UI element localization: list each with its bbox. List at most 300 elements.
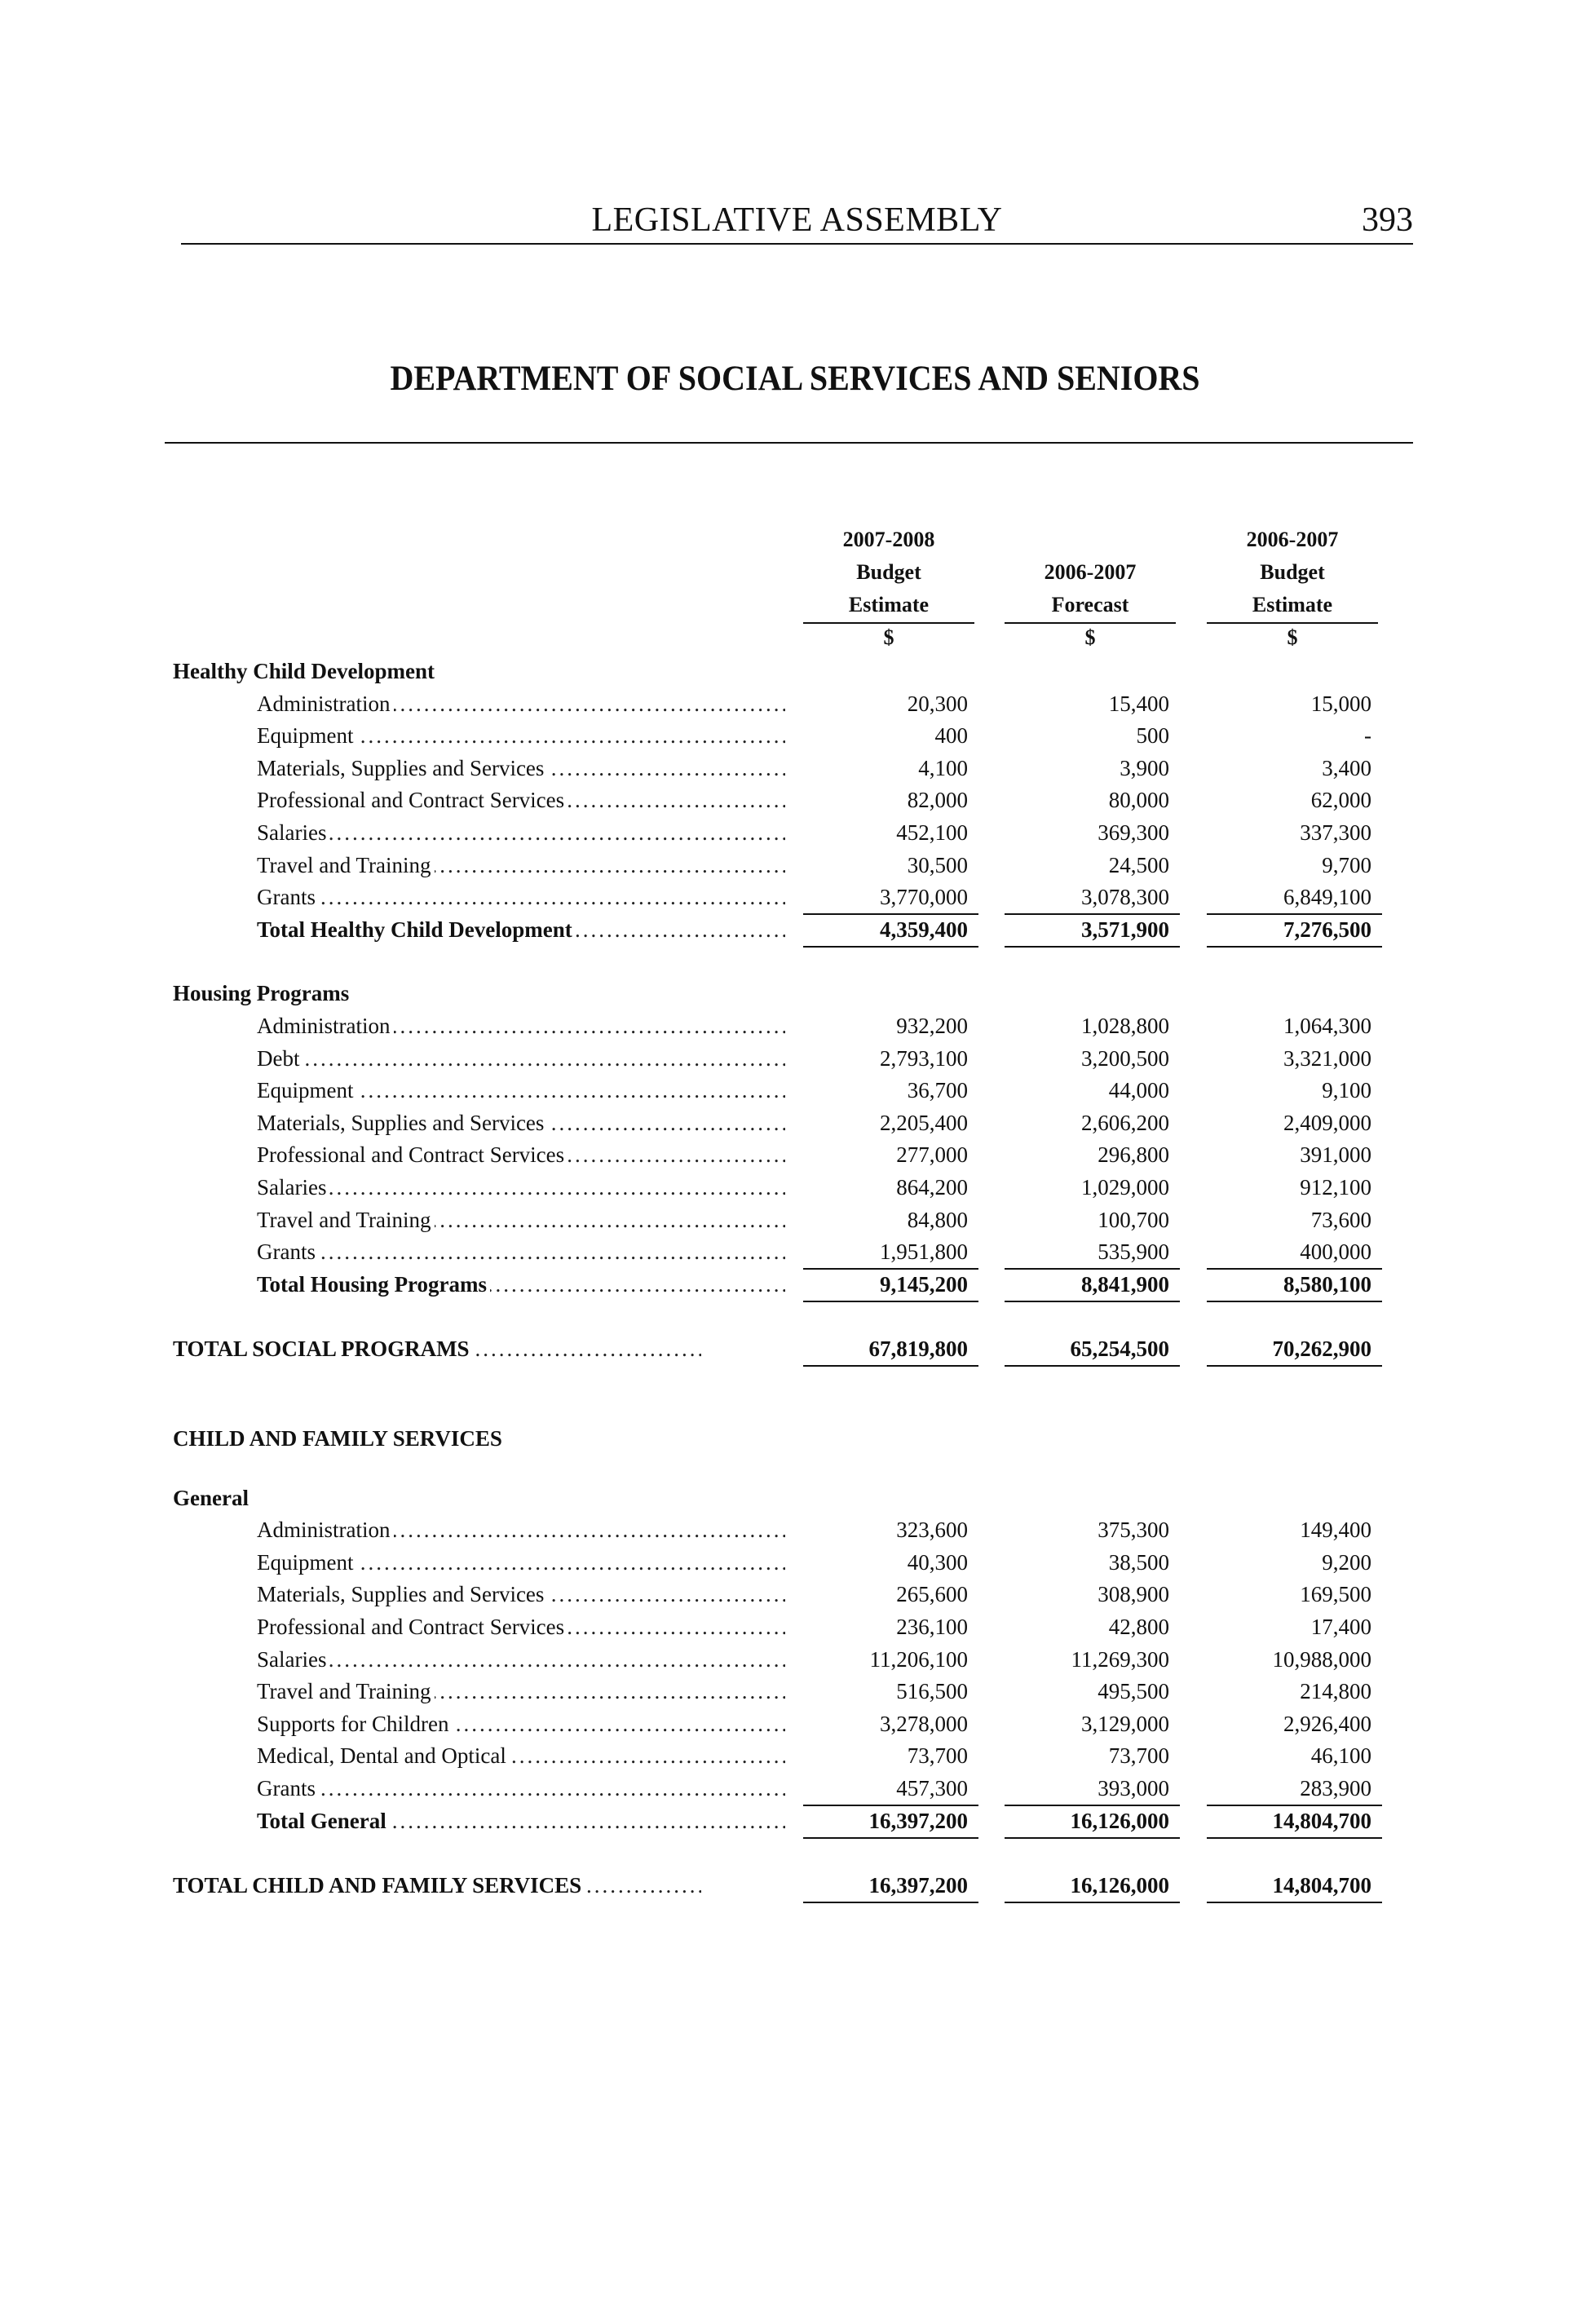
cell-value [1005, 1138, 1176, 1171]
cell-value-text: 495,500 [1098, 1679, 1169, 1703]
cell-value-text: 3,200,500 [1081, 1046, 1169, 1071]
row-label-text: Total Healthy Child Development [257, 917, 576, 942]
row-label [257, 1138, 785, 1171]
cell-value-text: 3,400 [1322, 756, 1371, 780]
cell-value [803, 1772, 974, 1805]
cell-value-text: 38,500 [1108, 1550, 1169, 1575]
cell-value [1207, 1138, 1378, 1171]
row-label [257, 1675, 785, 1708]
page-number: 393 [1362, 201, 1413, 239]
total-rule [1207, 946, 1382, 948]
cell-value-text: 452,100 [896, 820, 968, 845]
row-label [257, 1513, 785, 1546]
cell-value [803, 1107, 974, 1139]
row-label-text: Medical, Dental and Optical [257, 1743, 510, 1768]
cell-value-text: 3,321,000 [1283, 1046, 1371, 1071]
cell-value-text: 391,000 [1300, 1142, 1371, 1167]
row-label-text: Healthy Child Development [173, 659, 438, 683]
cell-value-text: 323,600 [896, 1518, 968, 1542]
table-row [0, 1138, 1590, 1171]
row-label [257, 752, 785, 784]
cell-value-text: 14,804,700 [1272, 1809, 1371, 1833]
cell-value-text: 500 [1136, 723, 1169, 748]
cell-value-text: 3,078,300 [1081, 885, 1169, 909]
section-row [0, 1482, 1590, 1514]
row-label-text: Salaries [257, 1175, 329, 1200]
cell-value-text: 10,988,000 [1272, 1647, 1371, 1672]
cell-value [1207, 913, 1378, 946]
cell-value [803, 1204, 974, 1236]
cell-value [803, 1268, 974, 1301]
table-row [0, 1171, 1590, 1204]
cell-value-text: 1,028,800 [1081, 1014, 1169, 1038]
cell-value [803, 1610, 974, 1643]
row-label [257, 1546, 785, 1579]
total-rule [1207, 1301, 1382, 1302]
row-label [173, 1422, 701, 1455]
row-label [257, 1578, 785, 1610]
heading-row [0, 1422, 1590, 1455]
cell-value [1005, 1171, 1176, 1204]
total-rule [1005, 1301, 1180, 1302]
total-rule [803, 1837, 978, 1839]
cell-value-text: 149,400 [1300, 1518, 1371, 1542]
cell-value [1005, 1268, 1176, 1301]
cell-value [1005, 913, 1176, 946]
cell-value-text: 4,100 [918, 756, 968, 780]
cell-value-text: 9,145,200 [880, 1272, 968, 1297]
total-row [0, 1268, 1590, 1301]
table-row [0, 1010, 1590, 1042]
cell-value [1005, 1643, 1176, 1676]
cell-value-text: 4,359,400 [880, 917, 968, 942]
cell-value-text: 100,700 [1098, 1208, 1169, 1232]
cell-value [1005, 687, 1176, 720]
table-row [0, 1610, 1590, 1643]
column-header-line: 2006-2007 [1044, 560, 1137, 584]
cell-value [803, 1675, 974, 1708]
cell-value [1207, 719, 1378, 752]
cell-value-text: 457,300 [896, 1776, 968, 1800]
cell-value [1207, 1643, 1378, 1676]
cell-value [803, 1332, 974, 1365]
cell-value [1207, 1010, 1378, 1042]
column-header-line: Budget [1260, 560, 1325, 584]
row-label-text: Supports for Children [257, 1712, 453, 1736]
cell-value-text: 62,000 [1310, 788, 1371, 812]
table-row [0, 1235, 1590, 1268]
cell-value [803, 816, 974, 849]
cell-value [1207, 1772, 1378, 1805]
row-label-text: Housing Programs [173, 981, 352, 1005]
row-label-text: TOTAL SOCIAL PROGRAMS [173, 1337, 473, 1361]
subtotal-rule [1207, 913, 1382, 915]
subtotal-rule [1207, 1268, 1382, 1270]
row-label-text: Travel and Training [257, 853, 435, 877]
cell-value [1005, 881, 1176, 913]
title-rule [165, 442, 1413, 444]
cell-value-text: 82,000 [907, 788, 968, 812]
cell-value [1005, 752, 1176, 784]
cell-value-text: 400 [934, 723, 968, 748]
grand-row [0, 1332, 1590, 1365]
column-header-line: Forecast [1051, 593, 1129, 616]
cell-value [1005, 1675, 1176, 1708]
subtotal-rule [803, 1805, 978, 1806]
cell-value-text: 337,300 [1300, 820, 1371, 845]
subtotal-rule [1207, 1805, 1382, 1806]
cell-value-text: 3,770,000 [880, 885, 968, 909]
cell-value-text: 400,000 [1300, 1239, 1371, 1264]
row-label-text: General [173, 1486, 252, 1510]
cell-value-text: 2,205,400 [880, 1111, 968, 1135]
cell-value-text: 84,800 [907, 1208, 968, 1232]
row-label [257, 1268, 785, 1301]
cell-value [1207, 1739, 1378, 1772]
cell-value [1005, 1074, 1176, 1107]
row-label-text: Equipment [257, 1550, 356, 1575]
cell-value-text: 3,129,000 [1081, 1712, 1169, 1736]
cell-value [1207, 1235, 1378, 1268]
row-label [173, 1332, 701, 1365]
table-row [0, 1708, 1590, 1740]
cell-value [803, 1739, 974, 1772]
cell-value [1207, 1708, 1378, 1740]
column-header-line: Estimate [1252, 593, 1333, 616]
table-row [0, 1578, 1590, 1610]
cell-value [803, 687, 974, 720]
row-label [173, 1869, 701, 1902]
cell-value [1207, 752, 1378, 784]
table-row [0, 1042, 1590, 1075]
column-header-3 [1207, 524, 1378, 654]
cell-value-text: 265,600 [896, 1582, 968, 1606]
column-header-line: Budget [856, 560, 921, 584]
cell-value-text: - [1364, 723, 1371, 748]
cell-value [1005, 1610, 1176, 1643]
table-row [0, 1546, 1590, 1579]
row-label [257, 1772, 785, 1805]
cell-value-text: 1,029,000 [1081, 1175, 1169, 1200]
row-label [257, 1643, 785, 1676]
row-label-text: Grants [257, 1776, 319, 1800]
row-label-text: Administration [257, 1518, 394, 1542]
cell-value-text: 1,951,800 [880, 1239, 968, 1264]
cell-value [803, 784, 974, 816]
cell-value [803, 1578, 974, 1610]
row-label-text: CHILD AND FAMILY SERVICES [173, 1426, 506, 1451]
row-label-text: Total General [257, 1809, 390, 1833]
cell-value [803, 1171, 974, 1204]
cell-value-text: 40,300 [907, 1550, 968, 1575]
column-unit: $ [883, 625, 894, 649]
row-label [257, 1610, 785, 1643]
cell-value [1005, 849, 1176, 881]
cell-value [803, 881, 974, 913]
table-row [0, 1204, 1590, 1236]
cell-value-text: 73,700 [907, 1743, 968, 1768]
row-label [257, 849, 785, 881]
total-row [0, 1805, 1590, 1837]
cell-value-text: 30,500 [907, 853, 968, 877]
row-label-text: Grants [257, 1239, 319, 1264]
cell-value [1207, 1107, 1378, 1139]
cell-value-text: 7,276,500 [1283, 917, 1371, 942]
column-header-rule [803, 622, 974, 624]
cell-value [1005, 719, 1176, 752]
total-rule [1207, 1837, 1382, 1839]
cell-value-text: 3,571,900 [1081, 917, 1169, 942]
cell-value [803, 1708, 974, 1740]
row-label [257, 1074, 785, 1107]
cell-value-text: 932,200 [896, 1014, 968, 1038]
row-label-text: Travel and Training [257, 1679, 435, 1703]
cell-value [1005, 1805, 1176, 1837]
cell-value-text: 73,600 [1310, 1208, 1371, 1232]
row-label-text: Professional and Contract Services [257, 1615, 568, 1639]
cell-value-text: 296,800 [1098, 1142, 1169, 1167]
cell-value [1207, 881, 1378, 913]
cell-value-text: 2,926,400 [1283, 1712, 1371, 1736]
cell-value-text: 9,200 [1322, 1550, 1371, 1575]
cell-value [1207, 1675, 1378, 1708]
cell-value [803, 1074, 974, 1107]
total-row [0, 913, 1590, 946]
cell-value-text: 6,849,100 [1283, 885, 1371, 909]
row-label [173, 655, 701, 687]
total-rule [1005, 1902, 1180, 1903]
cell-value [1207, 1171, 1378, 1204]
cell-value-text: 9,100 [1322, 1078, 1371, 1102]
cell-value [803, 719, 974, 752]
total-rule [803, 1365, 978, 1367]
row-label-text: Equipment [257, 723, 356, 748]
row-label-text: Debt [257, 1046, 303, 1071]
row-label-text: Travel and Training [257, 1208, 435, 1232]
row-label-text: Professional and Contract Services [257, 788, 568, 812]
row-label-text: Salaries [257, 1647, 329, 1672]
row-label [257, 816, 785, 849]
row-label [257, 1107, 785, 1139]
row-label-text: Materials, Supplies and Services [257, 756, 547, 780]
subtotal-rule [1005, 913, 1180, 915]
cell-value-text: 308,900 [1098, 1582, 1169, 1606]
total-rule [1207, 1365, 1382, 1367]
running-title: LEGISLATIVE ASSEMBLY [591, 201, 1003, 239]
cell-value [803, 752, 974, 784]
cell-value-text: 36,700 [907, 1078, 968, 1102]
column-header-line: 2007-2008 [842, 528, 935, 551]
cell-value-text: 912,100 [1300, 1175, 1371, 1200]
row-label-text: Administration [257, 691, 394, 716]
subtotal-rule [1005, 1805, 1180, 1806]
cell-value-text: 535,900 [1098, 1239, 1169, 1264]
table-row [0, 719, 1590, 752]
total-rule [1005, 946, 1180, 948]
cell-value [803, 1042, 974, 1075]
cell-value [1005, 1204, 1176, 1236]
section-row [0, 977, 1590, 1010]
column-header-line: Estimate [848, 593, 930, 616]
cell-value-text: 3,278,000 [880, 1712, 968, 1736]
row-label-text: TOTAL CHILD AND FAMILY SERVICES [173, 1873, 585, 1898]
cell-value-text: 2,409,000 [1283, 1111, 1371, 1135]
total-rule [803, 1902, 978, 1903]
cell-value-text: 16,126,000 [1070, 1873, 1169, 1898]
table-row [0, 881, 1590, 913]
total-rule [1005, 1837, 1180, 1839]
table-row [0, 849, 1590, 881]
cell-value [803, 1138, 974, 1171]
column-unit: $ [1287, 625, 1298, 649]
cell-value-text: 516,500 [896, 1679, 968, 1703]
cell-value [1005, 1010, 1176, 1042]
table-row [0, 1643, 1590, 1676]
cell-value [803, 1010, 974, 1042]
cell-value-text: 864,200 [896, 1175, 968, 1200]
column-header-2 [1005, 524, 1176, 654]
cell-value [1207, 849, 1378, 881]
row-label-text: Materials, Supplies and Services [257, 1111, 547, 1135]
row-label [257, 784, 785, 816]
cell-value [803, 913, 974, 946]
cell-value [1207, 1610, 1378, 1643]
row-label-text: Administration [257, 1014, 394, 1038]
cell-value [803, 1869, 974, 1902]
cell-value-text: 14,804,700 [1272, 1873, 1371, 1898]
row-label [257, 1204, 785, 1236]
table-row [0, 1074, 1590, 1107]
cell-value-text: 2,606,200 [1081, 1111, 1169, 1135]
table-row [0, 1772, 1590, 1805]
column-unit: $ [1084, 625, 1096, 649]
subtotal-rule [1005, 1268, 1180, 1270]
cell-value-text: 46,100 [1310, 1743, 1371, 1768]
cell-value [1207, 816, 1378, 849]
cell-value [1005, 1546, 1176, 1579]
cell-value [1005, 784, 1176, 816]
cell-value [1207, 1546, 1378, 1579]
total-rule [1005, 1365, 1180, 1367]
row-label [173, 977, 701, 1010]
cell-value-text: 17,400 [1310, 1615, 1371, 1639]
total-rule [1207, 1902, 1382, 1903]
section-row [0, 655, 1590, 687]
cell-value-text: 44,000 [1108, 1078, 1169, 1102]
row-label-text: Grants [257, 885, 319, 909]
cell-value [1005, 1772, 1176, 1805]
cell-value-text: 15,000 [1310, 691, 1371, 716]
row-label [257, 913, 785, 946]
cell-value-text: 169,500 [1300, 1582, 1371, 1606]
row-label [257, 1235, 785, 1268]
cell-value [1207, 687, 1378, 720]
cell-value [1207, 1204, 1378, 1236]
cell-value [1005, 816, 1176, 849]
row-label [173, 1482, 701, 1514]
cell-value-text: 9,700 [1322, 853, 1371, 877]
cell-value-text: 20,300 [907, 691, 968, 716]
row-label [257, 1042, 785, 1075]
cell-value [1207, 1513, 1378, 1546]
table-row [0, 687, 1590, 720]
cell-value [1207, 784, 1378, 816]
row-label [257, 1805, 785, 1837]
cell-value-text: 15,400 [1108, 691, 1169, 716]
cell-value [803, 1235, 974, 1268]
cell-value [1005, 1708, 1176, 1740]
cell-value-text: 16,397,200 [868, 1873, 968, 1898]
cell-value [1207, 1578, 1378, 1610]
cell-value [1005, 1513, 1176, 1546]
column-header-line: 2006-2007 [1246, 528, 1339, 551]
row-label [257, 719, 785, 752]
cell-value-text: 8,841,900 [1081, 1272, 1169, 1297]
cell-value-text: 11,206,100 [869, 1647, 968, 1672]
grand-row [0, 1869, 1590, 1902]
department-title: DEPARTMENT OF SOCIAL SERVICES AND SENIORS [390, 360, 1200, 398]
column-header-rule [1005, 622, 1176, 624]
subtotal-rule [803, 913, 978, 915]
cell-value-text: 80,000 [1108, 788, 1169, 812]
row-label-text: Materials, Supplies and Services [257, 1582, 547, 1606]
cell-value-text: 16,126,000 [1070, 1809, 1169, 1833]
row-label-text: Salaries [257, 820, 329, 845]
cell-value-text: 375,300 [1098, 1518, 1169, 1542]
cell-value [1005, 1739, 1176, 1772]
cell-value-text: 2,793,100 [880, 1046, 968, 1071]
column-header-rule [1207, 622, 1378, 624]
cell-value-text: 65,254,500 [1070, 1337, 1169, 1361]
total-rule [803, 1301, 978, 1302]
cell-value-text: 16,397,200 [868, 1809, 968, 1833]
cell-value [1005, 1332, 1176, 1365]
cell-value-text: 236,100 [896, 1615, 968, 1639]
table-row [0, 1739, 1590, 1772]
table-row [0, 816, 1590, 849]
table-row [0, 752, 1590, 784]
cell-value [1005, 1235, 1176, 1268]
cell-value [803, 1643, 974, 1676]
cell-value-text: 70,262,900 [1272, 1337, 1371, 1361]
column-header-line [1005, 524, 1176, 556]
row-label-text: Equipment [257, 1078, 356, 1102]
subtotal-rule [803, 1268, 978, 1270]
table-row [0, 784, 1590, 816]
cell-value-text: 277,000 [896, 1142, 968, 1167]
row-label [257, 687, 785, 720]
table-row [0, 1675, 1590, 1708]
cell-value-text: 1,064,300 [1283, 1014, 1371, 1038]
cell-value [1207, 1074, 1378, 1107]
page-header [181, 201, 1413, 245]
cell-value [1005, 1869, 1176, 1902]
cell-value [1207, 1332, 1378, 1365]
cell-value-text: 8,580,100 [1283, 1272, 1371, 1297]
row-label-text: Total Housing Programs [257, 1272, 490, 1297]
cell-value [1207, 1042, 1378, 1075]
cell-value-text: 67,819,800 [868, 1337, 968, 1361]
cell-value [1005, 1042, 1176, 1075]
row-label [257, 1171, 785, 1204]
row-label [257, 1010, 785, 1042]
cell-value [1005, 1107, 1176, 1139]
cell-value-text: 3,900 [1120, 756, 1169, 780]
cell-value-text: 24,500 [1108, 853, 1169, 877]
cell-value [1207, 1869, 1378, 1902]
cell-value-text: 369,300 [1098, 820, 1169, 845]
table-row [0, 1513, 1590, 1546]
